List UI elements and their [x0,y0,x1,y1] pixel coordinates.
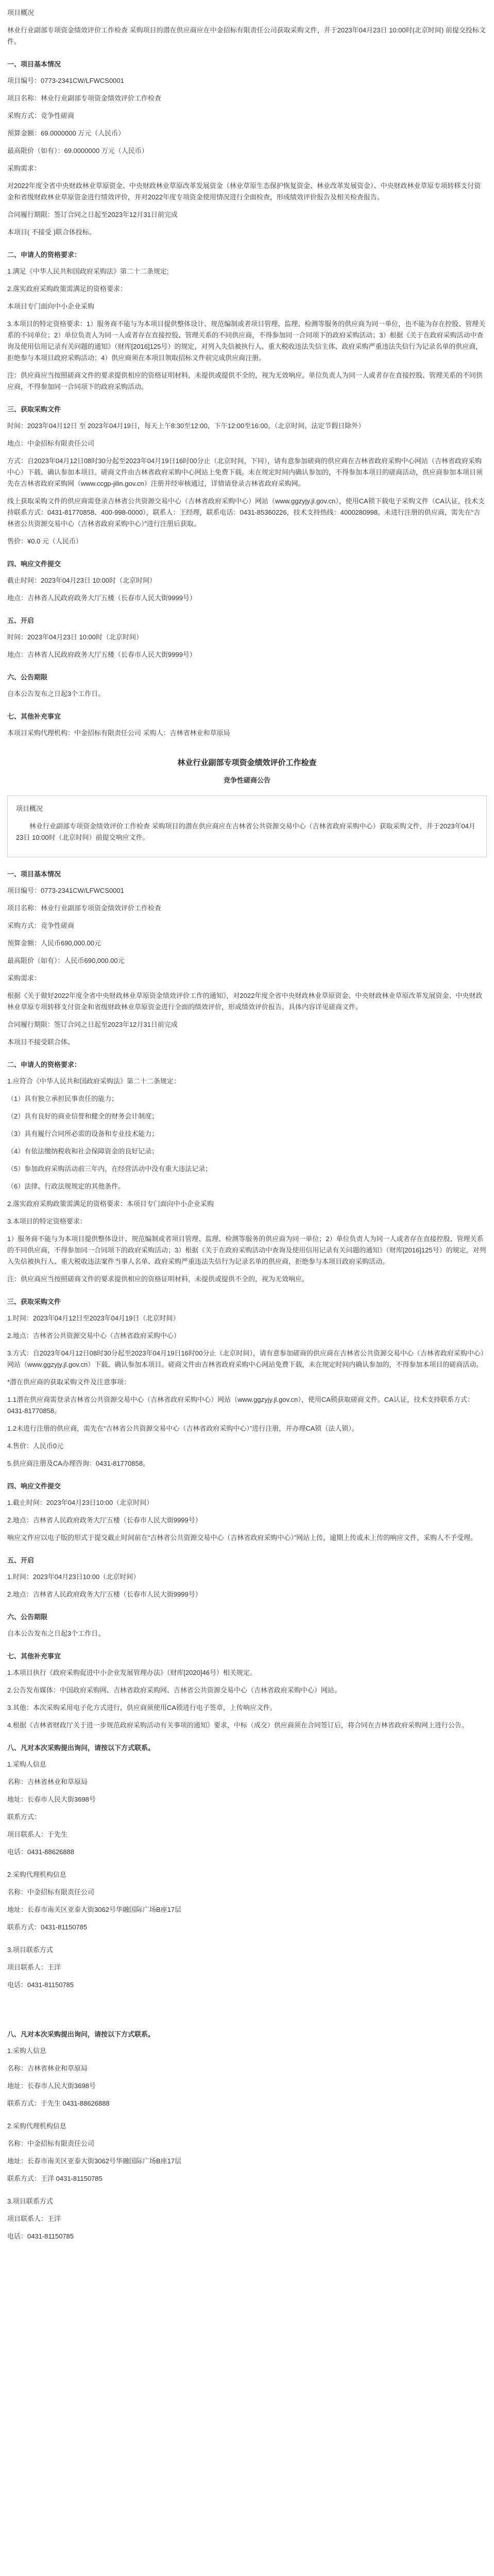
notice-s3-line: 线上获取采购文件的供应商需登录吉林省公共资源交易中心（吉林省政府采购中心）网站（www.ggzyjy.jl.gov.cn），使用CA锁下载电子采购文件（CA认证，技术支持联系方式：0431-81770858、400-998-0000），联系人：王经理，联系电话：0431-85360226，技术支持热线：4000280998。未进行注册的供应商，需先在“吉林省公共资源交易中心（吉林省政府采购中心）”进行注册后获取。 [7,497,485,528]
doc-s1-line: 项目名称：林业行业副部专项资金绩效评价工作检查 [7,904,162,912]
doc-s9-group-head: 2.采购代理机构信息 [7,2122,66,2130]
doc-s9-line: 名称：吉林省林业和草原局 [7,2064,88,2072]
doc-s2-line: （5）参加政府采购活动前三年内，在经营活动中没有重大违法记录； [7,1165,212,1173]
notice-intro: 林业行业副部专项资金绩效评价工作检查 采购项目的潜在供应商应在中金招标有限责任公司获取采购文件，并于2023年04月23日 10:00时(北京时间) 前提交投标文件。 [7,26,486,45]
doc-s9-line: 联系方式：于先生 0431-88626888 [7,2099,110,2107]
doc-s8-line: 地址：长春市南关区亚泰大街3062号华融国际广场B座17层 [7,1906,182,1913]
doc-s2-line: （6）法律、行政法规规定的其他条件。 [7,1182,125,1190]
notice-s3-title: 三、获取采购文件 [7,405,61,413]
notice-s2-line: 注：供应商应当按照磋商文件的要求提供相应的资格证明材料，未提供或提供不全的，视为无效响应。单位负责人为同一人或者存在直接控股、管理关系的不同供应商，不得参加同一合同项下的政府采购活动。 [7,371,483,391]
doc-s8-line: 地址：长春市人民大街3698号 [7,1795,96,1803]
doc-subtitle: 竞争性磋商公告 [223,776,270,784]
doc-s9-line: 地址：长春市人民大街3698号 [7,2082,96,2090]
doc-s8-line: 名称：吉林省林业和草原局 [7,1778,88,1786]
doc-s3-line: 4.售价：人民币0元 [7,1442,64,1450]
doc-s5-line: 1.时间：2023年04月23日10:00（北京时间） [7,1573,140,1581]
doc-s9-group-head: 3.项目联系方式 [7,2197,53,2205]
doc-s1-line: 项目编号：0773-2341CW/LFWCS0001 [7,887,124,894]
notice-s1-line: 最高限价（如有）：69.0000000 万元（人民币） [7,147,148,155]
notice-s1-need: 对2022年度全省中央财政林业草原资金、中央财政林业草原改革发展资金（林业草原生态保护恢复资金、林业改革发展资金）、中央财政林业草原专项转移支付资金和省级财政林业草原资金进行绩效评价，并对2022年度专项资金使用情况进行全面检查，形成绩效评价报告及相关检查报告。 [7,182,481,201]
notice-s4-line: 截止时间：2023年04月23日 10:00时（北京时间） [7,577,156,584]
doc-s9-line: 名称：中金招标有限责任公司 [7,2140,95,2147]
notice-s2-line: 3.本项目的特定资格要求：1）服务商不能与为本项目提供整体设计、规范编制或者项目管理、监理、检测等服务的供应商为同一单位，也不能为存在控股、管理关系的不同单位；2）单位负责人为同一人或者存在直接控股、管理关系的不同供应商，不得参加同一合同项下的政府采购活动；3）根据《关于在政府采购活动中查询及使用信用记录有关问题的通知》（财库[2016]125号）的规定，对列入失信被执行人、重大税收违法失信主体、政府采购严重违法失信行为记录名单的供应商，拒绝参与本项目政府采购活动；4）供应商须在本项目领取招标文件前完成供应商注册。 [7,320,486,362]
doc-s3-line: 3.方式：自2023年04月12日08时30分起至2023年04月19日16时00分止（北京时间），请有意参加磋商的供应商在吉林省公共资源交易中心（吉林省政府采购中心）网站（www.ggzyjy.jl.gov.cn）下载、确认参加本项目。磋商文件由吉林省政府采购中心网站免费下载，未在规定时间内确认参加的，不得参加本项目的磋商活动。 [7,1349,484,1368]
doc-s2-line: （2）具有良好的商业信誉和健全的财务会计制度； [7,1112,159,1120]
doc-s4-line: 响应文件应以电子版的形式于提交截止时间前在“吉林省公共资源交易中心（吉林省政府采购中心）”网站上传，逾期上传或未上传的响应文件，采购人不予受理。 [7,1534,478,1541]
doc-s8-group-head: 2.采购代理机构信息 [7,1871,66,1878]
doc-s7-line: 4.根据《吉林省财政厅关于进一步规范政府采购活动有关事项的通知》要求，中标（成交）供应商须在合同签订后，将合同在吉林省政府采购网上进行公告。 [7,1721,468,1729]
notice-s1-line: 预算金额：69.0000000 万元（人民币） [7,129,125,137]
doc-s8-title: 八、凡对本次采购提出询问，请按以下方式联系。 [7,1744,155,1752]
doc-s8-line: 电话：0431-81150785 [7,1981,74,1989]
doc-s8-line: 名称：中金招标有限责任公司 [7,1888,95,1896]
doc-s8-group-head: 1.采购人信息 [7,1760,46,1768]
doc-s2-line: （3）具有履行合同所必需的设备和专业技术能力； [7,1130,159,1138]
doc-s1-line: 预算金额：人民币690,000.00元 [7,939,101,947]
doc-s4-line: 2.地点：吉林省人民政府政务大厅五楼（长春市人民大街9999号） [7,1516,202,1524]
doc-s3-line: 5.供应商注册及CA办理咨询：0431-81770858。 [7,1460,149,1467]
notice-s1-line: 项目编号：0773-2341CW/LFWCS0001 [7,77,124,84]
notice-s4-title: 四、响应文件提交 [7,560,61,568]
notice-s5-line: 时间：2023年04月23日 10:00时（北京时间） [7,633,143,641]
doc-s3-title: 三、获取采购文件 [7,1298,61,1306]
doc-s8-line: 联系方式： [7,1813,41,1821]
doc-s7-line: 3.其他：本次采购采用电子化方式进行，供应商须使用CA锁进行电子签章，上传响应文件。 [7,1704,277,1711]
notice-s1-line: 项目名称：林业行业副部专项资金绩效评价工作检查 [7,94,162,102]
doc-s6-line: 自本公告发布之日起3个工作日。 [7,1630,105,1637]
doc-s7-line: 1.本项目执行《政府采购促进中小企业发展管理办法》（财库[2020]46号）相关规定。 [7,1669,257,1676]
notice-s2-line: 2.落实政府采购政策需满足的资格要求： [7,285,127,293]
notice-s7-line: 本项目采购代理机构：中金招标有限责任公司 采购人：吉林省林业和草原局 [7,729,230,737]
doc-s2-line: （1）具有独立承担民事责任的能力； [7,1095,118,1103]
doc-s2-line: 注：供应商应当按照磋商文件的要求提供相应的资格证明材料，未提供或提供不全的，视为无效响应。 [7,1275,309,1283]
doc-s8-line: 电话：0431-88626888 [7,1848,75,1856]
doc-s9-line: 项目联系人：王洋 [7,2215,61,2223]
doc-s2-line: 3.本项目的特定资格要求： [7,1217,87,1225]
doc-s1-tail: 合同履行期限：签订合同之日起至2023年12月31日前完成 [7,1021,178,1028]
doc-box-head: 项目概况 [16,805,43,812]
notice-s5-line: 地点：吉林省人民政府政务大厅五楼（长春市人民大街9999号） [7,651,196,658]
doc-s1-tail: 本项目不接受联合体。 [7,1038,75,1046]
doc-s8-line: 联系方式：0431-81150785 [7,1923,88,1931]
notice-s2-line: 本项目专门面向中小企业采购 [7,302,95,310]
notice-s3-line: 地点：中金招标有限责任公司 [7,439,95,447]
doc-s4-line: 1.截止时间：2023年04月23日10:00（北京时间） [7,1499,154,1506]
doc-s3-line: 1.时间：2023年04月12日至2023年04月19日（北京时间） [7,1314,180,1322]
doc-s1-line: 最高限价（如有）：人民币690,000.00元 [7,957,125,964]
doc-s3-line: 1.2未进行注册的供应商，需先在“吉林省公共资源交易中心（吉林省政府采购中心）”进行注册，并办理CA锁（法人锁）。 [7,1425,359,1432]
doc-s7-line: 2.公告发布媒体：中国政府采购网、吉林省政府采购网、吉林省公共资源交易中心（吉林省政府采购中心）网站。 [7,1686,341,1694]
doc-s3-line: 1.1潜在供应商需登录吉林省公共资源交易中心（吉林省政府采购中心）网站（www.ggzyjy.jl.gov.cn），使用CA锁获取磋商文件。CA认证，技术支持联系方式：0431-81770858。 [7,1396,474,1415]
notice-s5-title: 五、开启 [7,617,35,624]
doc-s9-line: 联系方式：王洋 0431-81150785 [7,2175,103,2182]
doc-title: 林业行业副部专项资金绩效评价工作检查 [177,758,317,767]
doc-s1-line: 采购需求： [7,974,41,982]
notice-s3-line: 售价：¥0.0 元（人民币） [7,537,82,545]
doc-box-text: 林业行业副部专项资金绩效评价工作检查 采购项目的潜在供应商应在吉林省公共资源交易中心（吉林省政府采购中心）获取采购文件，并于2023年04月23日 10:00时（北京时间）前提交响应文件。 [16,822,475,841]
doc-s2-line: 2.落实政府采购政策需满足的资格要求：本项目专门面向中小企业采购 [7,1200,214,1208]
notice-head: 项目概况 [7,9,35,16]
notice-s6-line: 自本公告发布之日起3个工作日。 [7,690,105,698]
doc-s3-line: 2.地点：吉林省公共资源交易中心（吉林省政府采购中心） [7,1332,180,1340]
notice-s7-title: 七、其他补充事宜 [7,713,61,720]
notice-s1-tail: 本项目( 不接受 )联合体投标。 [7,228,96,236]
doc-s1-need: 根据《关于做好2022年度全省中央财政林业草原资金绩效评价工作的通知》，对2022年度全省中央财政林业草原资金、中央财政林业草原改革发展资金、中央财政林业草原专项转移支付资金和省级财政林业草原资金进行全面的绩效评价，形成绩效评价报告。具体内容详见磋商文件。 [7,992,483,1011]
doc-s9-title: 八、凡对本次采购提出询问，请按以下方式联系。 [7,2030,155,2038]
doc-s8-line: 项目联系人：于先生 [7,1831,68,1838]
doc-s1-line: 采购方式：竞争性磋商 [7,922,75,929]
doc-s5-title: 五、开启 [7,1556,35,1564]
doc-s6-title: 六、公告期限 [7,1613,48,1621]
notice-s1-title: 一、项目基本情况 [7,60,61,68]
doc-s7-title: 七、其他补充事宜 [7,1652,61,1660]
doc-overview-box [7,795,487,857]
notice-s4-line: 地点：吉林省人民政府政务大厅五楼（长春市人民大街9999号） [7,594,196,602]
doc-s2-line: 1.应符合《中华人民共和国政府采购法》第二十二条规定： [7,1077,180,1085]
doc-s2-line: （4）有依法缴纳税收和社会保障资金的良好记录； [7,1147,159,1155]
notice-s3-line: 时间：2023年04月12日 至 2023年04月19日，每天上午8:30至12:00，下午12:00至16:00。（北京时间，法定节假日除外） [7,422,365,430]
doc-s8-group-head: 3.项目联系方式 [7,1946,53,1954]
notice-s2-title: 二、申请人的资格要求： [7,251,81,259]
notice-s3-line: 方式：自2023年04月12日08时30分起至2023年04月19日16时00分止（北京时间，下同），请有意参加磋商的供应商在吉林省政府采购中心网站（吉林省政府采购中心）下载、确认参加本项目。磋商文件由吉林省政府采购中心网站上免费下载。未在规定时间内确认参加的，不得参加本项目的磋商活动，供应商参加本项目须先在吉林省政府采购网（www.ccgp-jilin.gov.cn）注册并经审核通过，详情请登录吉林省政府采购网。 [7,457,483,487]
doc-s1-title: 一、项目基本情况 [7,870,61,878]
notice-s2-line: 1.满足《中华人民共和国政府采购法》第二十二条规定; [7,267,169,275]
doc-s9-group-head: 1.采购人信息 [7,2047,46,2055]
notice-s1-line: 采购方式：竞争性磋商 [7,112,75,120]
doc-s4-title: 四、响应文件提交 [7,1482,61,1490]
doc-s3-line: *潜在供应商的获取采购文件及注意事项： [7,1378,131,1386]
doc-s2-line: 1）服务商不能与为本项目提供整体设计、规范编制或者项目管理、监理、检测等服务的供应商为同一单位；2）单位负责人为同一人或者存在直接控股、管理关系的不同供应商，不得参加同一合同项下的政府采购活动；3）根据《关于在政府采购活动中查询及使用信用记录有关问题的通知》（财库[2016]125号）的规定，对列入失信被执行人、重大税收违法案件当事人名单、政府采购严重违法失信行为记录名单的供应商，拒绝参与本项目政府采购活动。 [7,1235,486,1265]
doc-s9-line: 电话：0431-81150785 [7,2232,74,2240]
notice-s1-line: 采购需求： [7,164,41,172]
notice-s6-title: 六、公告期限 [7,673,48,681]
notice-s1-tail: 合同履行期限：签订合同之日起至2023年12月31日前完成 [7,211,178,218]
doc-s9-line: 地址：长春市南关区亚泰大街3062号华融国际广场B座17层 [7,2157,182,2165]
doc-s8-line: 项目联系人：王洋 [7,1963,61,1971]
doc-s2-title: 二、申请人的资格要求： [7,1061,81,1069]
doc-s5-line: 2.地点：吉林省人民政府政务大厅五楼（长春市人民大街9999号） [7,1590,202,1598]
